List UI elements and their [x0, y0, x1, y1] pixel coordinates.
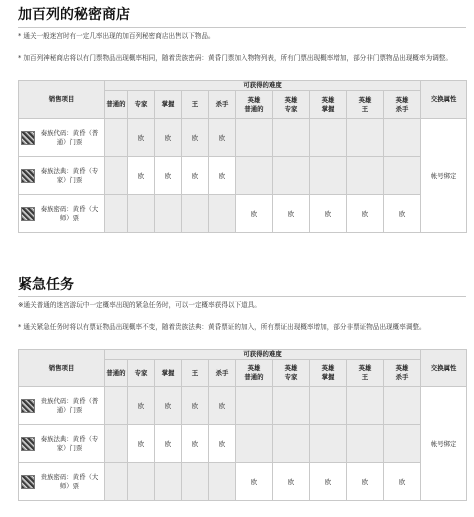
availability-cell [384, 119, 421, 157]
column-header-normal: 普通的 [105, 91, 128, 119]
availability-cell [182, 463, 209, 501]
availability-cell: 欧 [155, 119, 182, 157]
availability-cell: 欧 [384, 195, 421, 233]
availability-cell: 欧 [209, 425, 236, 463]
item-name: 奏族代码：黄昏（普通）门票 [40, 128, 99, 146]
availability-cell [105, 463, 128, 501]
availability-cell [105, 195, 128, 233]
table-row [19, 119, 467, 157]
section-note: * 通关一般迷宫时有一定几率出现的加百列秘密商店出售以下物品。 [18, 32, 215, 40]
column-header-slayer: 杀手 [209, 360, 236, 387]
ticket-item-icon [21, 475, 35, 489]
availability-cell [105, 425, 128, 463]
column-header-hero-master: 英雄 掌握 [310, 91, 347, 119]
column-header-hero-normal: 英雄 普通的 [236, 360, 273, 387]
column-header-hero-king: 英雄 王 [347, 91, 384, 119]
table-row [19, 195, 467, 233]
ticket-item-icon [21, 169, 35, 183]
availability-cell: 欧 [209, 119, 236, 157]
availability-cell [182, 195, 209, 233]
section-title-secret-shop: 加百列的秘密商店 [18, 7, 130, 23]
availability-cell [236, 157, 273, 195]
ticket-item-icon [21, 399, 35, 413]
availability-cell: 欧 [128, 387, 155, 425]
item-name: 奏族法典：黄昏（专家）门票 [40, 166, 99, 184]
availability-cell [310, 119, 347, 157]
availability-cell: 欧 [273, 463, 310, 501]
availability-cell: 欧 [236, 195, 273, 233]
availability-cell: 欧 [155, 157, 182, 195]
column-header-hero-king: 英雄 王 [347, 360, 384, 387]
availability-cell: 欧 [310, 463, 347, 501]
column-header-hero-expert: 英雄 专家 [273, 91, 310, 119]
availability-cell [310, 387, 347, 425]
availability-cell [236, 387, 273, 425]
column-header-difficulty: 可获得的难度 [105, 81, 421, 91]
availability-cell [310, 157, 347, 195]
availability-cell [347, 425, 384, 463]
item-name: 贵族密码：黄昏（大师）票 [40, 472, 99, 490]
availability-cell [155, 195, 182, 233]
column-header-expert: 专家 [128, 360, 155, 387]
availability-cell [105, 157, 128, 195]
availability-cell: 欧 [273, 195, 310, 233]
availability-cell: 欧 [182, 387, 209, 425]
exchange-attr-cell: 帐号绑定 [421, 387, 467, 501]
section-note: * 加百列神秘商店将以有门票物品出现概率相同，随着贵族密码：黄昏门票加入物物列表，所有门票出现概率增加，部分非门票物品出现概率为调整。 [18, 54, 452, 62]
availability-cell: 欧 [209, 387, 236, 425]
availability-cell [128, 463, 155, 501]
availability-cell: 欧 [347, 195, 384, 233]
availability-cell [105, 119, 128, 157]
items-table-secret-shop [18, 80, 467, 233]
availability-cell: 欧 [209, 157, 236, 195]
availability-cell [236, 119, 273, 157]
availability-cell [273, 119, 310, 157]
divider [18, 296, 466, 297]
item-name: 奏族密码：黄昏（大师）票 [40, 204, 99, 222]
availability-cell: 欧 [155, 425, 182, 463]
availability-cell: 欧 [182, 157, 209, 195]
availability-cell [273, 387, 310, 425]
table-row [19, 387, 467, 425]
table-row [19, 463, 467, 501]
column-header-hero-slayer: 英雄 杀手 [384, 91, 421, 119]
table-row [19, 425, 467, 463]
ticket-item-icon [21, 437, 35, 451]
item-name: 奏族法典：黄昏（专家）门票 [40, 434, 99, 452]
availability-cell [384, 425, 421, 463]
column-header-hero-expert: 英雄 专家 [273, 360, 310, 387]
availability-cell: 欧 [128, 157, 155, 195]
column-header-expert: 专家 [128, 91, 155, 119]
availability-cell [209, 195, 236, 233]
availability-cell [273, 157, 310, 195]
table-row [19, 157, 467, 195]
availability-cell: 欧 [182, 425, 209, 463]
availability-cell [347, 119, 384, 157]
column-header-hero-master: 英雄 掌握 [310, 360, 347, 387]
availability-cell: 欧 [182, 119, 209, 157]
availability-cell: 欧 [347, 463, 384, 501]
divider [18, 27, 466, 28]
availability-cell [209, 463, 236, 501]
column-header-slayer: 杀手 [209, 91, 236, 119]
availability-cell [384, 387, 421, 425]
availability-cell [310, 425, 347, 463]
section-note: ※通关普通的迷宫游玩中一定概率出现的紧急任务时，可以一定概率获得以下道具。 [18, 301, 261, 309]
column-header-difficulty: 可获得的难度 [105, 350, 421, 360]
ticket-item-icon [21, 131, 35, 145]
availability-cell: 欧 [384, 463, 421, 501]
availability-cell [128, 195, 155, 233]
availability-cell [347, 387, 384, 425]
section-note: * 通关紧急任务时将以有票证物品出现概率不变，随着贵族法典：黄昏票证的加入，所有票证出现概率增加，部分非票证物品出现概率调整。 [18, 323, 426, 331]
column-header-master: 掌握 [155, 360, 182, 387]
section-title-emergency-mission: 紧急任务 [18, 277, 74, 293]
ticket-item-icon [21, 207, 35, 221]
availability-cell: 欧 [236, 463, 273, 501]
column-header-item: 销售项目 [19, 81, 105, 119]
column-header-normal: 普通的 [105, 360, 128, 387]
availability-cell: 欧 [128, 425, 155, 463]
column-header-item: 销售项目 [19, 350, 105, 387]
availability-cell: 欧 [310, 195, 347, 233]
availability-cell [155, 463, 182, 501]
availability-cell: 欧 [155, 387, 182, 425]
availability-cell [384, 157, 421, 195]
availability-cell [105, 387, 128, 425]
item-name: 贵族代码：黄昏（普通）门票 [40, 396, 99, 414]
column-header-master: 掌握 [155, 91, 182, 119]
exchange-attr-cell: 帐号绑定 [421, 119, 467, 233]
column-header-king: 王 [182, 91, 209, 119]
column-header-king: 王 [182, 360, 209, 387]
availability-cell [347, 157, 384, 195]
items-table-emergency-mission [18, 349, 467, 501]
column-header-hero-slayer: 英雄 杀手 [384, 360, 421, 387]
column-header-hero-normal: 英雄 普通的 [236, 91, 273, 119]
availability-cell [236, 425, 273, 463]
availability-cell: 欧 [128, 119, 155, 157]
availability-cell [273, 425, 310, 463]
column-header-exchange-attr: 交换属性 [421, 350, 467, 387]
column-header-exchange-attr: 交换属性 [421, 81, 467, 119]
